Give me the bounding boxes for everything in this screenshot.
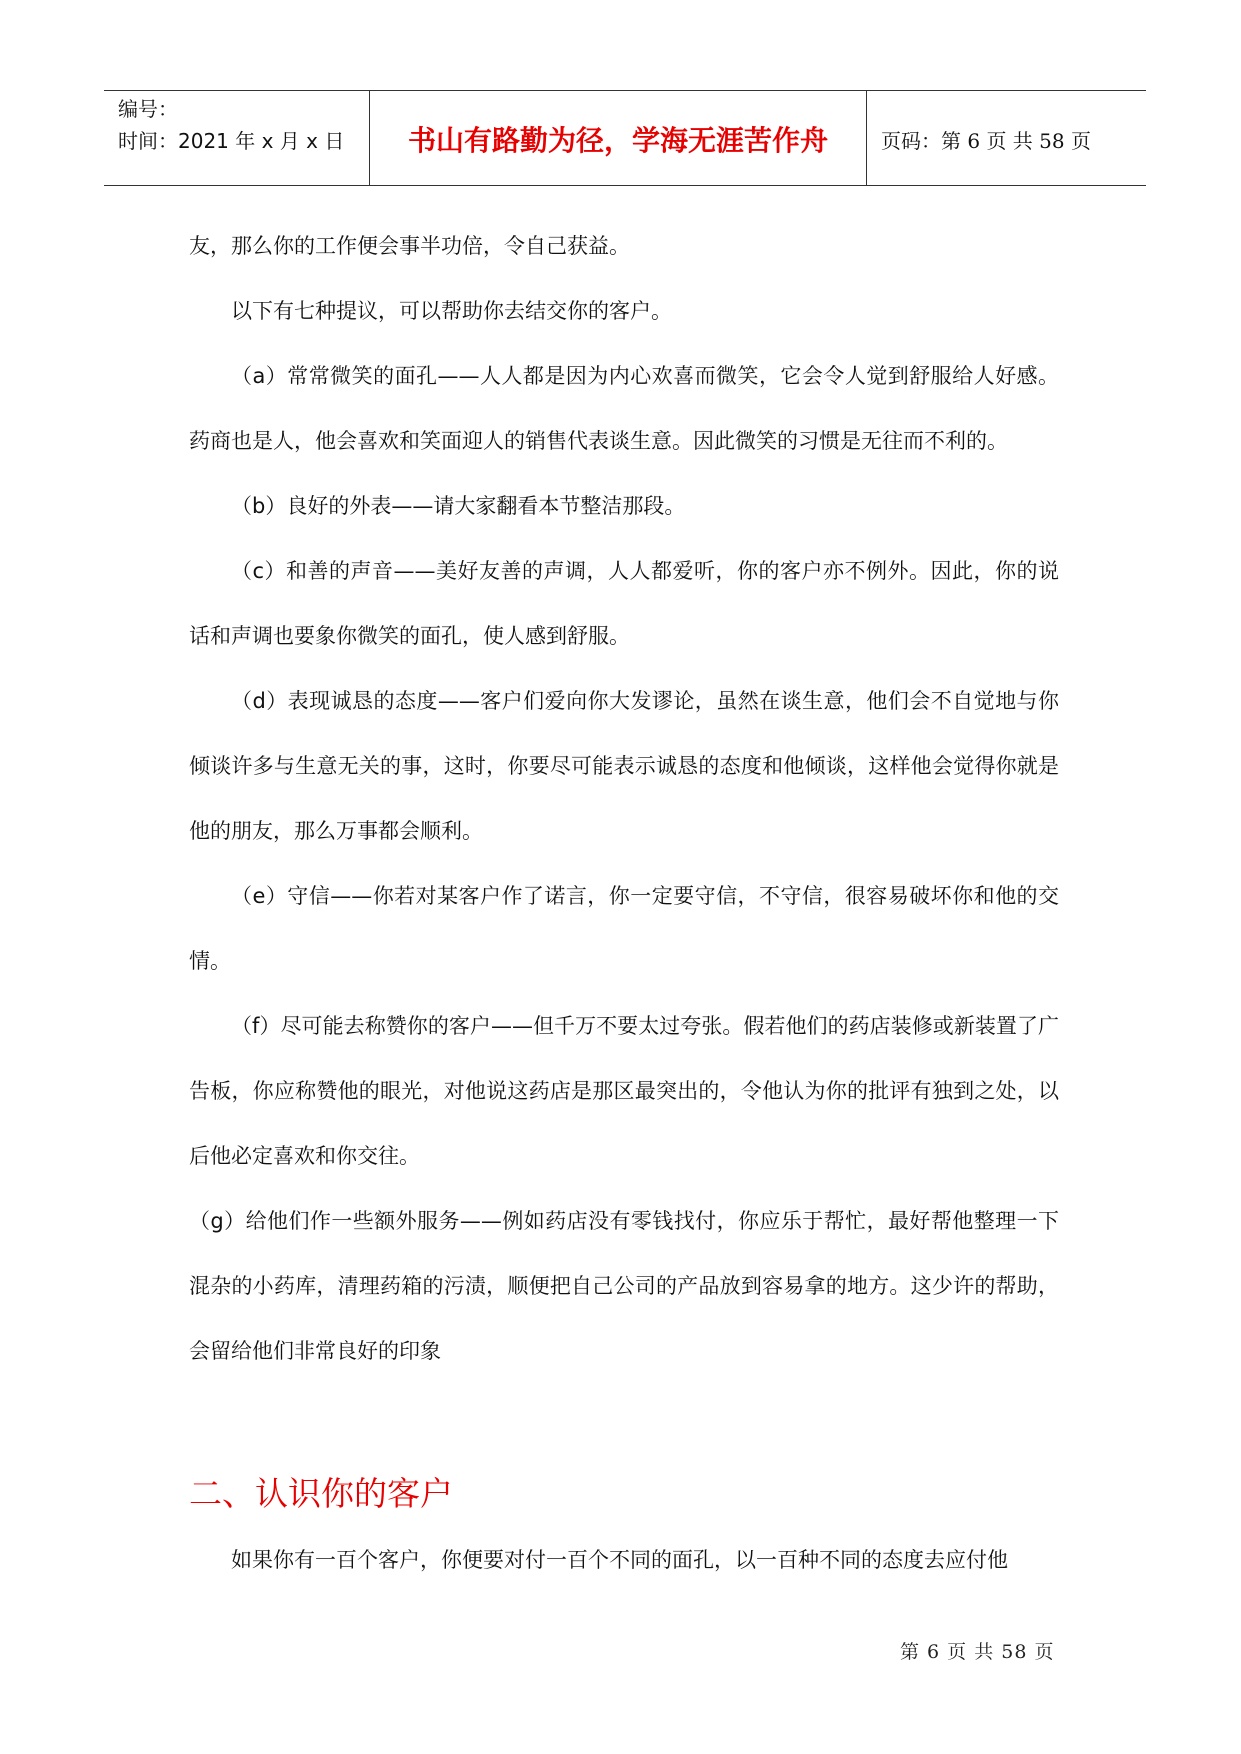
header-meta-cell (104, 91, 369, 185)
paragraph-g: （g）给他们作一些额外服务——例如药店没有零钱找付，你应乐于帮忙，最好帮他整理一下混杂的小药库，清理药箱的污渍，顺便把自己公司的产品放到容易拿的地方。这少许的帮助，会留给他们非常良好的印象 (189, 1209, 1059, 1363)
paragraph-f: （f）尽可能去称赞你的客户——但千万不要太过夸张。假若他们的药店装修或新装置了广告板，你应称赞他的眼光，对他说这药店是那区最突出的，令他认为你的批评有独到之处，以后他必定喜欢和你交往。 (189, 1014, 1059, 1168)
paragraph-e: （e）守信——你若对某客户作了诺言，你一定要守信，不守信，很容易破坏你和他的交情。 (189, 884, 1059, 973)
header-motto-cell (369, 91, 867, 185)
motto-text: 书山有路勤为径，学海无涯苦作舟 (407, 124, 828, 157)
page-number-label: 页码：第 6 页 共 58 页 (881, 129, 1091, 153)
header-page-cell (867, 91, 1146, 185)
paragraph-continuation: 友，那么你的工作便会事半功倍，令自己获益。 (189, 234, 630, 258)
page-header (104, 90, 1146, 186)
page-footer: 第 6 页 共 58 页 (900, 1641, 1055, 1663)
time-label: 时间：2021 年 x 月 x 日 (118, 129, 345, 153)
paragraph-d: （d）表现诚恳的态度——客户们爱向你大发谬论，虽然在谈生意，他们会不自觉地与你倾谈许多与生意无关的事，这时，你要尽可能表示诚恳的态度和他倾谈，这样他会觉得你就是他的朋友，那么万事都会顺利。 (189, 689, 1059, 843)
paragraph-c: （c）和善的声音——美好友善的声调，人人都爱听，你的客户亦不例外。因此，你的说话和声调也要象你微笑的面孔，使人感到舒服。 (189, 559, 1059, 648)
paragraph-intro: 以下有七种提议，可以帮助你去结交你的客户。 (231, 299, 672, 323)
section-paragraph: 如果你有一百个客户，你便要对付一百个不同的面孔，以一百种不同的态度去应付他 (231, 1548, 1008, 1572)
paragraph-a: （a）常常微笑的面孔——人人都是因为内心欢喜而微笑，它会令人觉到舒服给人好感。药商也是人，他会喜欢和笑面迎人的销售代表谈生意。因此微笑的习惯是无往而不利的。 (189, 364, 1059, 453)
paragraph-b: （b）良好的外表——请大家翻看本节整洁那段。 (231, 494, 686, 518)
section-heading: 二、认识你的客户 (189, 1474, 453, 1513)
serial-label: 编号： (118, 97, 178, 121)
